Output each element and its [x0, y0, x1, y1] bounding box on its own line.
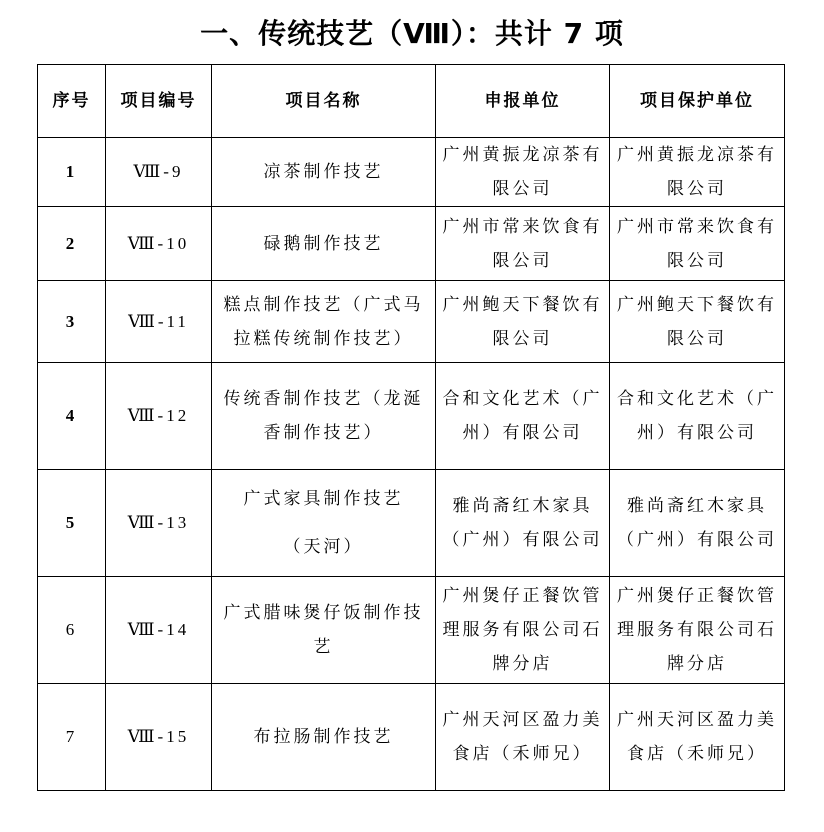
row-declaring-unit: 雅尚斋红木家具（广州）有限公司 — [436, 470, 610, 577]
row-protection-unit: 雅尚斋红木家具（广州）有限公司 — [610, 470, 785, 577]
row-code: Ⅷ-12 — [106, 363, 212, 470]
header-unit: 申报单位 — [436, 65, 610, 138]
table-row — [38, 577, 785, 684]
row-project-name: 布拉肠制作技艺 — [212, 684, 436, 791]
page-title: 一、传统技艺（Ⅷ）：共计 7 项 — [200, 17, 624, 50]
row-protection-unit: 广州黄振龙凉茶有限公司 — [610, 138, 785, 207]
row-code: Ⅷ-10 — [106, 207, 212, 281]
table-row — [38, 207, 785, 281]
table-row — [38, 470, 785, 577]
table-row — [38, 684, 785, 791]
row-declaring-unit: 广州煲仔正餐饮管理服务有限公司石牌分店 — [436, 577, 610, 684]
row-serial: 6 — [38, 577, 106, 684]
row-project-name: 广式腊味煲仔饭制作技艺 — [212, 577, 436, 684]
row-code: Ⅷ-11 — [106, 281, 212, 363]
row-serial: 2 — [38, 207, 106, 281]
row-serial: 7 — [38, 684, 106, 791]
row-project-name — [212, 470, 436, 577]
row-code: Ⅷ-13 — [106, 470, 212, 577]
header-protect-unit: 项目保护单位 — [610, 65, 785, 138]
row-project-name: 糕点制作技艺（广式马拉糕传统制作技艺） — [212, 281, 436, 363]
row-project-name: 传统香制作技艺（龙涎香制作技艺） — [212, 363, 436, 470]
row-project-name-line1: 广式家具制作技艺 — [243, 489, 404, 509]
row-declaring-unit: 合和文化艺术（广州）有限公司 — [436, 363, 610, 470]
row-serial: 3 — [38, 281, 106, 363]
row-serial: 1 — [38, 138, 106, 207]
row-protection-unit: 合和文化艺术（广州）有限公司 — [610, 363, 785, 470]
row-project-name: 碌鹅制作技艺 — [212, 207, 436, 281]
row-serial: 5 — [38, 470, 106, 577]
header-code: 项目编号 — [106, 65, 212, 138]
header-serial: 序号 — [38, 65, 106, 138]
row-project-name: 凉茶制作技艺 — [212, 138, 436, 207]
table-row — [38, 363, 785, 470]
row-declaring-unit: 广州鲍天下餐饮有限公司 — [436, 281, 610, 363]
row-declaring-unit: 广州市常来饮食有限公司 — [436, 207, 610, 281]
table-row — [38, 138, 785, 207]
row-protection-unit: 广州天河区盈力美食店（禾师兄） — [610, 684, 785, 791]
row-protection-unit: 广州煲仔正餐饮管理服务有限公司石牌分店 — [610, 577, 785, 684]
table-row — [38, 281, 785, 363]
row-declaring-unit: 广州天河区盈力美食店（禾师兄） — [436, 684, 610, 791]
row-project-name-line2: （天河） — [283, 537, 364, 557]
row-serial: 4 — [38, 363, 106, 470]
row-declaring-unit: 广州黄振龙凉茶有限公司 — [436, 138, 610, 207]
heritage-table — [37, 64, 785, 791]
row-code: Ⅷ-14 — [106, 577, 212, 684]
row-protection-unit: 广州鲍天下餐饮有限公司 — [610, 281, 785, 363]
row-code: Ⅷ-15 — [106, 684, 212, 791]
row-code: Ⅷ-9 — [106, 138, 212, 207]
row-protection-unit: 广州市常来饮食有限公司 — [610, 207, 785, 281]
table-header-row — [38, 65, 785, 138]
header-name: 项目名称 — [212, 65, 436, 138]
